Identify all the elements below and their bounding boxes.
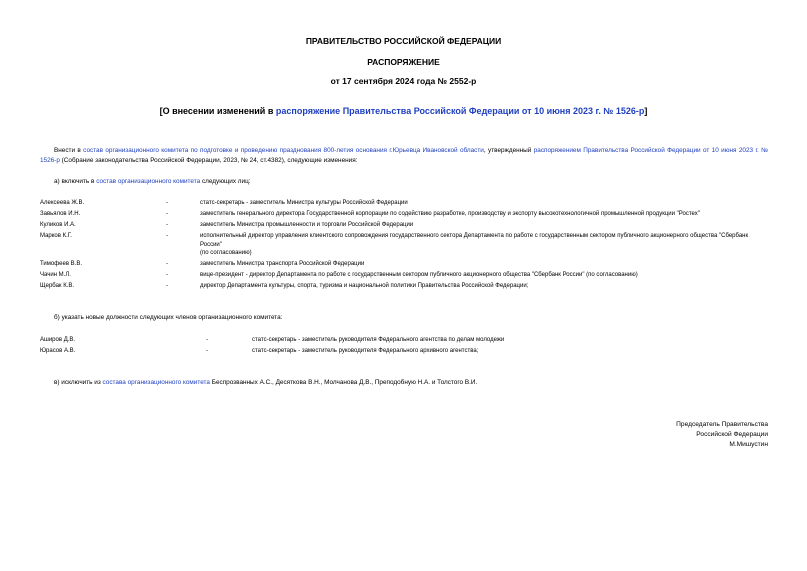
- signature-org: Российской Федерации: [696, 431, 768, 438]
- section-c-text-2: Беспрозванных А.С., Десяткова В.Н., Молчанова Д.В., Преподобную Н.А. и Толстого В.И.: [209, 379, 478, 386]
- title-link[interactable]: распоряжение Правительства Российской Федерации от 10 июня 2023 г. № 1526-р: [275, 106, 645, 116]
- title-open: [О внесении изменений в: [159, 106, 276, 116]
- document-title: [0, 106, 807, 116]
- section-a-text-1: а) включить в: [54, 178, 97, 185]
- member-name: Куликов И.А.: [40, 222, 76, 228]
- intro-text-2: , утвержденный: [483, 147, 534, 154]
- member-position: заместитель Министра транспорта Российской Федерации: [200, 261, 365, 267]
- section-a-label: [54, 177, 251, 187]
- member-dash: -: [166, 211, 168, 217]
- intro-text-1: Внести в: [54, 147, 84, 154]
- member-dash: -: [166, 222, 168, 228]
- member-position: статс-секретарь - заместитель Министра культуры Российской Федерации: [200, 200, 408, 206]
- member-position-note: (по согласованию): [200, 250, 252, 256]
- section-c-link[interactable]: состава организационного комитета: [102, 379, 210, 386]
- section-a-text-2: следующих лиц:: [200, 178, 251, 185]
- member-name: Алексеева Ж.В.: [40, 200, 85, 206]
- member-name: Тимофеев В.В.: [40, 261, 83, 267]
- member-position: статс-секретарь - заместитель руководителя Федерального архивного агентства;: [252, 348, 479, 354]
- intro-paragraph: [40, 146, 768, 166]
- member-position: статс-секретарь - заместитель руководителя Федерального агентства по делам молодежи: [252, 337, 505, 343]
- section-c-text-1: в) исключить из: [54, 379, 103, 386]
- document-type: РАСПОРЯЖЕНИЕ: [367, 57, 440, 67]
- intro-link-order[interactable]: распоряжением Правительства Российской Федерации от 10 июня 2023 г. № 1526-р: [40, 147, 768, 164]
- intro-link-committee[interactable]: состав организационного комитета по подготовке и проведению празднования 800-летия основания г.Юрьевца Ивановской области: [83, 147, 484, 154]
- title-close: ]: [644, 106, 648, 116]
- document-date-number: от 17 сентября 2024 года № 2552-р: [330, 76, 477, 86]
- member-position-block: [200, 232, 770, 258]
- member-dash: -: [166, 233, 168, 239]
- member-name: Щербак К.В.: [40, 283, 75, 289]
- member-name: Юрасов А.В.: [40, 348, 76, 354]
- intro-text-3: (Собрание законодательства Российской Федерации, 2023, № 24, ст.4382), следующие изменения:: [59, 157, 358, 164]
- section-a-link[interactable]: состав организационного комитета: [96, 178, 201, 185]
- member-name: Марков К.Г.: [40, 233, 72, 239]
- member-dash: -: [166, 283, 168, 289]
- signature-title: Председатель Правительства: [676, 421, 768, 428]
- government-heading: ПРАВИТЕЛЬСТВО РОССИЙСКОЙ ФЕДЕРАЦИИ: [305, 36, 502, 46]
- section-b-label: б) указать новые должности следующих членов организационного комитета:: [54, 314, 283, 321]
- member-dash: -: [166, 261, 168, 267]
- member-position: исполнительный директор управления клиентского сопровождения государственного сектора Департамента по работе с государственным сектором публичного акционерного общества "Сбербанк России": [200, 233, 749, 248]
- member-dash: -: [166, 200, 168, 206]
- signature-name: М.Мишустин: [729, 441, 768, 448]
- section-c-label: [54, 378, 477, 388]
- member-position: заместитель Министра промышленности и торговли Российской Федерации: [200, 222, 414, 228]
- member-dash: -: [166, 272, 168, 278]
- member-name: Чачин М.Л.: [40, 272, 71, 278]
- member-name: Завьялов И.Н.: [40, 211, 81, 217]
- member-name: Аширов Д.В.: [40, 337, 76, 343]
- member-position: директор Департамента культуры, спорта, туризма и национальной политики Правительства Российской Федерации;: [200, 283, 529, 289]
- member-dash: -: [206, 348, 208, 354]
- member-position: заместитель генерального директора Государственной корпорации по содействию разработке, производству и экспорту высокотехнологичной промышленной продукции "Ростех": [200, 211, 700, 217]
- member-position: вице-президент - директор Департамента по работе с государственным сектором публичного акционерного общества "Сбербанк России" (по согласованию): [200, 272, 638, 278]
- member-dash: -: [206, 337, 208, 343]
